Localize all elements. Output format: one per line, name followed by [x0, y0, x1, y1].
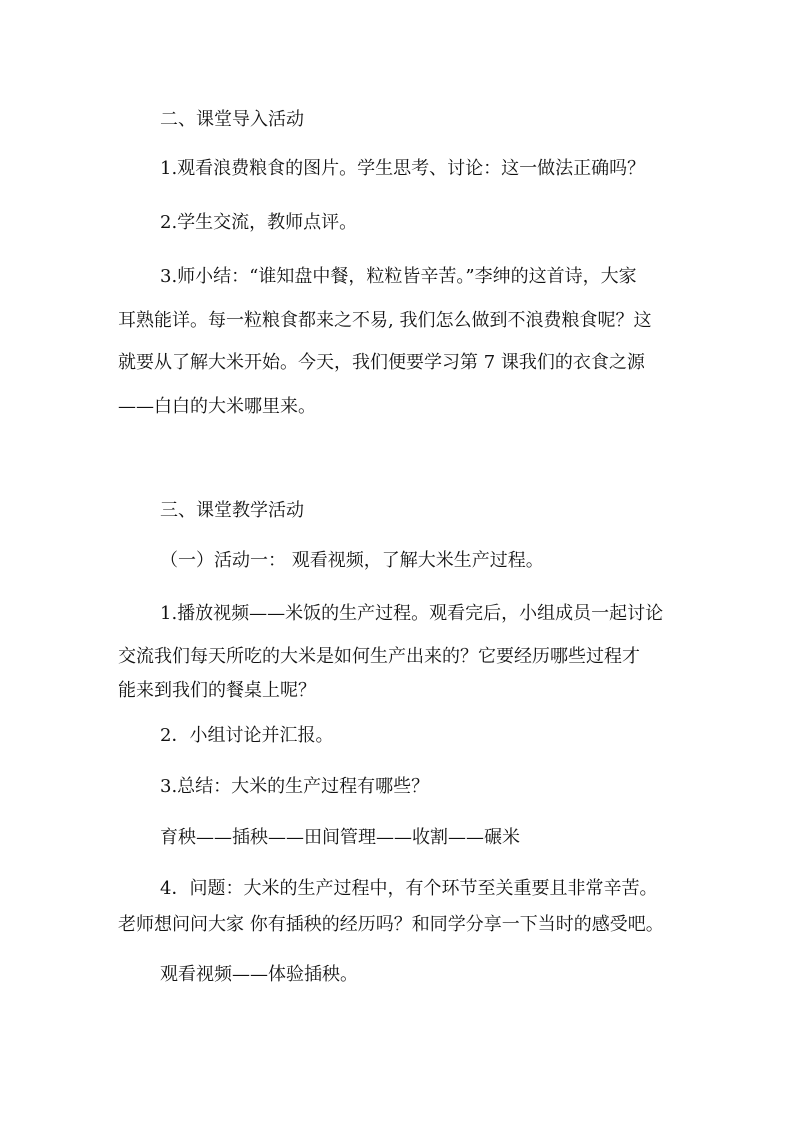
section-2-item-2: 2.学生交流，教师点评。	[160, 212, 358, 233]
section-2-item-1: 1.观看浪费粮食的图片。学生思考、讨论：这一做法正确吗？	[160, 158, 646, 179]
paragraph-line: 老师想问问大家 你有插秧的经历吗？和同学分享一下当时的感受吧。	[118, 914, 664, 935]
section-2-heading: 二、课堂导入活动	[160, 109, 304, 130]
section-3-heading: 三、课堂教学活动	[160, 500, 304, 521]
section-3-item-3: 3.总结：大米的生产过程有哪些？	[160, 776, 430, 797]
section-3-item-2: 2．小组讨论并汇报。	[160, 725, 334, 746]
paragraph-line: ——白白的大米哪里来。	[118, 396, 316, 417]
paragraph-line: 交流我们每天所吃的大米是如何生产出来的？它要经历哪些过程才	[118, 646, 640, 667]
activity-1-title: （一）活动一： 观看视频，了解大米生产过程。	[160, 550, 544, 571]
paragraph-line: 1.播放视频——米饭的生产过程。观看完后，小组成员一起讨论	[160, 603, 664, 624]
section-3-closing: 观看视频——体验插秧。	[160, 964, 358, 985]
paragraph-line: 就要从了解大米开始。今天，我们便要学习第 7 课我们的衣食之源	[118, 352, 645, 373]
paragraph-line: 3.师小结：“谁知盘中餐，粒粒皆辛苦。”李绅的这首诗，大家	[160, 266, 637, 287]
rice-process-chain: 育秧——插秧——田间管理——收割——碾米	[160, 827, 520, 848]
paragraph-line: 4．问题：大米的生产过程中，有个环节至关重要且非常辛苦。	[160, 878, 658, 899]
paragraph-line: 能来到我们的餐桌上呢？	[118, 680, 316, 701]
paragraph-line: 耳熟能详。每一粒粮食都来之不易, 我们怎么做到不浪费粮食呢？这	[118, 310, 652, 331]
